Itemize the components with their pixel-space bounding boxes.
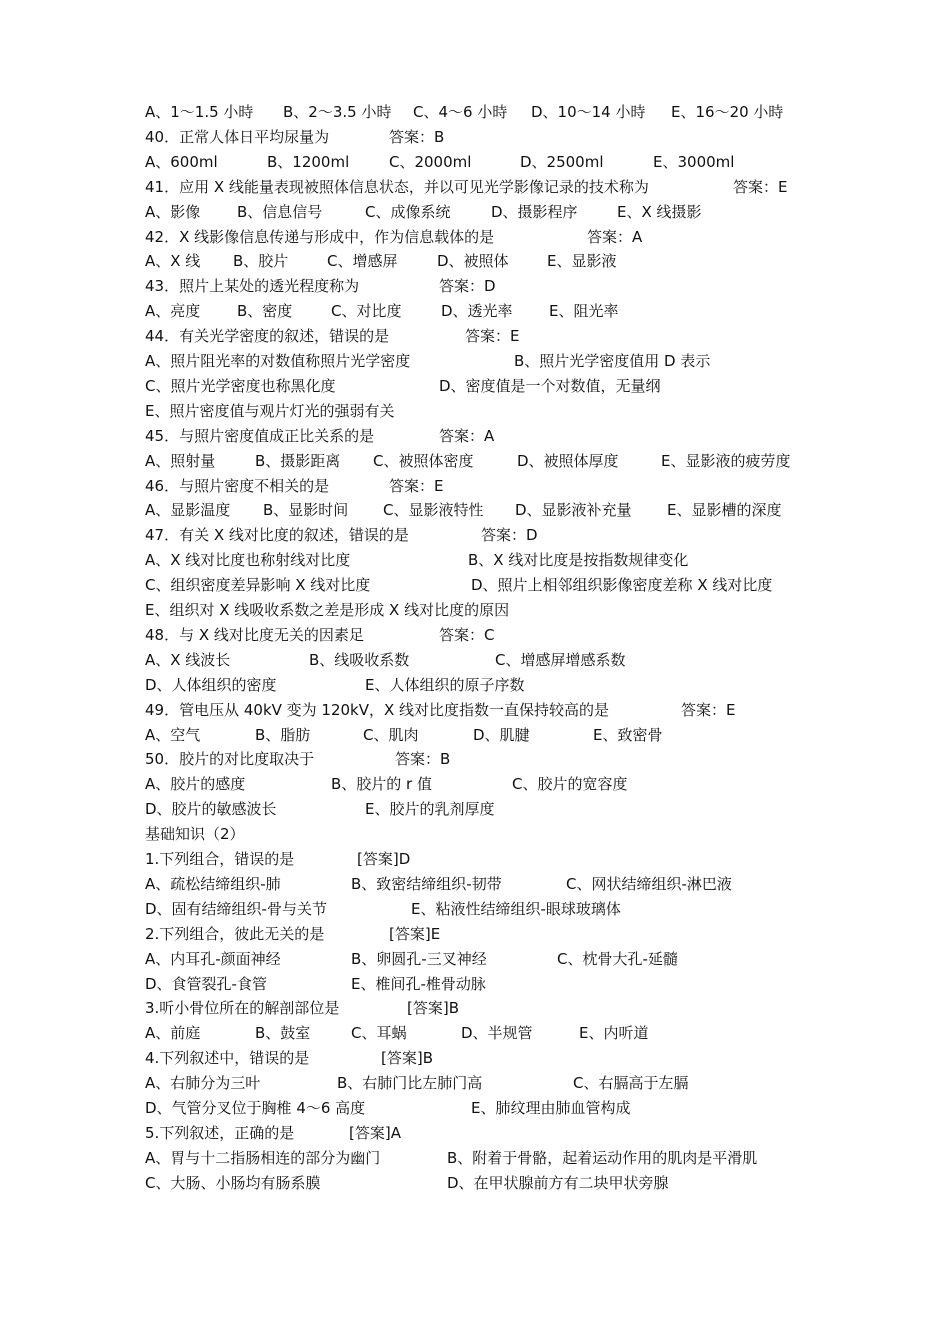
text-line xyxy=(145,1096,935,1121)
text-line xyxy=(145,1071,935,1096)
question-or-option-text: A、前庭 xyxy=(145,1024,201,1043)
question-or-option-text: 45．与照片密度值成正比关系的是 xyxy=(145,426,375,445)
option-text: D、照片上相邻组织影像密度差称 X 线对比度 xyxy=(471,576,773,595)
text-line xyxy=(145,797,935,822)
question-or-option-text: A、疏松结缔组织-肺 xyxy=(145,874,281,893)
text-line xyxy=(145,299,935,324)
text-line xyxy=(145,374,935,399)
text-line xyxy=(145,996,935,1021)
question-or-option-text: 43．照片上某处的透光程度称为 xyxy=(145,277,360,296)
question-or-option-text: A、亮度 xyxy=(145,302,201,321)
text-line xyxy=(145,972,935,997)
question-or-option-text: C、大肠、小肠均有肠系膜 xyxy=(145,1173,321,1192)
option-text: C、2000ml xyxy=(389,152,472,171)
option-text: C、枕骨大孔-延髓 xyxy=(557,949,678,968)
question-or-option-text: D、食管裂孔-食管 xyxy=(145,974,267,993)
option-text: C、耳蜗 xyxy=(351,1024,407,1043)
question-or-option-text: A、X 线波长 xyxy=(145,650,231,669)
option-text: E、显影槽的深度 xyxy=(667,501,782,520)
option-text: E、粘液性结缔组织-眼球玻璃体 xyxy=(411,899,621,918)
text-line xyxy=(145,623,935,648)
option-text: D、显影液补充量 xyxy=(515,501,632,520)
text-line xyxy=(145,225,935,250)
text-line xyxy=(145,947,935,972)
option-text: B、致密结缔组织-韧带 xyxy=(351,874,502,893)
text-line xyxy=(145,573,935,598)
question-or-option-text: 48．与 X 线对比度无关的因素足 xyxy=(145,625,364,644)
text-line xyxy=(145,747,935,772)
option-text: B、2～3.5 小時 xyxy=(283,103,392,121)
question-or-option-text: A、1～1.5 小時 xyxy=(145,103,254,121)
option-text: B、显影时间 xyxy=(263,501,349,520)
answer-text: [答案]E xyxy=(389,924,441,943)
option-text: C、显影液特性 xyxy=(383,501,484,520)
text-line xyxy=(145,922,935,947)
answer-text: 答案：E xyxy=(465,327,520,346)
text-line xyxy=(145,100,935,125)
question-or-option-text: A、显影温度 xyxy=(145,501,231,520)
option-text: D、密度值是一个对数值，无量纲 xyxy=(439,376,661,395)
question-or-option-text: 3.听小骨位所在的解剖部位是 xyxy=(145,999,340,1018)
option-text: C、网状结缔组织-淋巴液 xyxy=(566,874,732,893)
option-text: B、脂肪 xyxy=(255,725,311,744)
option-text: B、摄影距离 xyxy=(255,451,341,470)
question-or-option-text: D、胶片的敏感波长 xyxy=(145,800,277,819)
option-text: B、卵圆孔-三叉神经 xyxy=(351,949,487,968)
text-line xyxy=(145,1021,935,1046)
answer-text: 答案：E xyxy=(389,476,444,495)
question-or-option-text: 49．管电压从 40kV 变为 120kV，X 线对比度指数一直保持较高的是 xyxy=(145,700,610,719)
text-line xyxy=(145,274,935,299)
question-or-option-text: E、组织对 X 线吸收系数之差是形成 X 线对比度的原因 xyxy=(145,601,510,619)
answer-text: 答案：A xyxy=(439,426,495,445)
option-text: D、透光率 xyxy=(441,302,513,321)
option-text: E、内听道 xyxy=(579,1024,649,1043)
answer-text: 答案：B xyxy=(395,750,451,769)
text-line xyxy=(145,648,935,673)
option-text: D、在甲状腺前方有二块甲状旁腺 xyxy=(447,1173,669,1192)
question-or-option-text: D、气管分叉位于胸椎 4～6 高度 xyxy=(145,1099,366,1117)
option-text: C、增感屏增感系数 xyxy=(495,650,626,669)
text-line xyxy=(145,424,935,449)
question-or-option-text: A、胃与十二指肠相连的部分为幽门 xyxy=(145,1148,381,1167)
text-line xyxy=(145,772,935,797)
answer-text: 答案：E xyxy=(733,177,788,196)
question-or-option-text: A、胶片的感度 xyxy=(145,775,246,794)
option-text: B、X 线对比度是按指数规律变化 xyxy=(468,551,689,570)
answer-text: [答案]A xyxy=(349,1123,401,1142)
question-or-option-text: 5.下列叙述，正确的是 xyxy=(145,1123,295,1142)
option-text: B、信息信号 xyxy=(237,202,323,221)
text-line xyxy=(145,349,935,374)
text-line xyxy=(145,847,935,872)
option-text: D、摄影程序 xyxy=(491,202,578,221)
question-or-option-text: A、X 线 xyxy=(145,252,201,271)
answer-text: 答案：D xyxy=(439,277,496,296)
question-or-option-text: 1.下列组合，错误的是 xyxy=(145,850,295,868)
text-line xyxy=(145,498,935,523)
option-text: E、肺纹理由肺血管构成 xyxy=(471,1099,631,1117)
text-line xyxy=(145,1046,935,1071)
question-or-option-text: A、内耳孔-颜面神经 xyxy=(145,949,281,968)
option-text: C、胶片的宽容度 xyxy=(512,775,628,794)
text-line xyxy=(145,125,935,150)
text-line xyxy=(145,249,935,274)
answer-text: 答案：D xyxy=(481,526,538,545)
text-line xyxy=(145,673,935,698)
question-or-option-text: 46．与照片密度不相关的是 xyxy=(145,476,330,495)
option-text: B、附着于骨骼，起着运动作用的肌肉是平滑肌 xyxy=(447,1148,758,1167)
option-text: E、人体组织的原子序数 xyxy=(365,675,525,694)
option-text: E、椎间孔-椎骨动脉 xyxy=(351,974,486,993)
text-line xyxy=(145,822,935,847)
option-text: D、被照体 xyxy=(437,252,509,271)
question-or-option-text: 47．有关 X 线对比度的叙述，错误的是 xyxy=(145,526,409,545)
option-text: B、照片光学密度值用 D 表示 xyxy=(514,352,711,370)
text-line xyxy=(145,150,935,175)
answer-text: 答案：E xyxy=(681,700,736,719)
text-line xyxy=(145,598,935,623)
option-text: E、显影液 xyxy=(547,252,617,271)
answer-text: [答案]D xyxy=(357,850,411,868)
question-or-option-text: A、空气 xyxy=(145,725,201,744)
question-or-option-text: 44．有关光学密度的叙述，错误的是 xyxy=(145,327,390,346)
question-or-option-text: A、600ml xyxy=(145,152,218,171)
question-or-option-text: 41．应用 X 线能量表现被照体信息状态，并以可见光学影像记录的技术称为 xyxy=(145,177,649,196)
option-text: C、成像系统 xyxy=(365,202,451,221)
option-text: D、2500ml xyxy=(520,152,604,171)
option-text: D、半规管 xyxy=(461,1024,533,1043)
option-text: B、胶片 xyxy=(233,252,289,271)
question-or-option-text: 4.下列叙述中，错误的是 xyxy=(145,1049,310,1068)
option-text: E、16～20 小時 xyxy=(671,103,784,121)
answer-text: [答案]B xyxy=(407,999,459,1018)
text-line xyxy=(145,723,935,748)
text-line xyxy=(145,1171,935,1196)
question-or-option-text: C、照片光学密度也称黑化度 xyxy=(145,376,336,395)
text-line xyxy=(145,449,935,474)
question-or-option-text: D、固有结缔组织-骨与关节 xyxy=(145,899,327,918)
option-text: B、线吸收系数 xyxy=(309,650,410,669)
question-or-option-text: 42．X 线影像信息传递与形成中，作为信息载体的是 xyxy=(145,227,495,246)
text-line xyxy=(145,872,935,897)
question-or-option-text: E、照片密度值与观片灯光的强弱有关 xyxy=(145,401,395,420)
text-line xyxy=(145,474,935,499)
question-or-option-text: A、照射量 xyxy=(145,451,216,470)
answer-text: 答案：B xyxy=(389,127,445,146)
option-text: C、对比度 xyxy=(331,302,402,321)
question-or-option-text: A、影像 xyxy=(145,202,201,221)
text-line xyxy=(145,399,935,424)
option-text: E、3000ml xyxy=(653,152,735,171)
question-or-option-text: 40．正常人体日平均尿量为 xyxy=(145,127,330,146)
option-text: B、鼓室 xyxy=(255,1024,311,1043)
question-or-option-text: C、组织密度差异影响 X 线对比度 xyxy=(145,576,371,595)
option-text: E、致密骨 xyxy=(593,725,663,744)
option-text: C、4～6 小時 xyxy=(413,103,508,121)
text-line xyxy=(145,175,935,200)
option-text: E、阻光率 xyxy=(549,302,619,321)
text-line xyxy=(145,324,935,349)
answer-text: 答案：A xyxy=(587,227,643,246)
option-text: E、X 线摄影 xyxy=(617,202,702,221)
question-or-option-text: 2.下列组合，彼此无关的是 xyxy=(145,924,325,943)
option-text: D、被照体厚度 xyxy=(517,451,619,470)
text-line xyxy=(145,897,935,922)
text-line xyxy=(145,200,935,225)
question-or-option-text: A、照片阻光率的对数值称照片光学密度 xyxy=(145,352,411,370)
text-line xyxy=(145,548,935,573)
question-or-option-text: 50．胶片的对比度取决于 xyxy=(145,750,315,769)
option-text: C、被照体密度 xyxy=(373,451,474,470)
answer-text: 答案：C xyxy=(439,625,495,644)
text-line xyxy=(145,523,935,548)
option-text: B、胶片的 r 值 xyxy=(331,775,432,794)
option-text: B、密度 xyxy=(237,302,293,321)
question-or-option-text: D、人体组织的密度 xyxy=(145,675,277,694)
option-text: B、右肺门比左肺门高 xyxy=(337,1074,483,1093)
question-or-option-text: 基础知识（2） xyxy=(145,825,245,844)
answer-text: [答案]B xyxy=(381,1049,433,1068)
option-text: D、10～14 小時 xyxy=(531,103,646,121)
option-text: C、右膈高于左膈 xyxy=(573,1074,689,1093)
option-text: C、肌肉 xyxy=(363,725,419,744)
text-line xyxy=(145,698,935,723)
text-line xyxy=(145,1121,935,1146)
option-text: B、1200ml xyxy=(267,152,350,171)
option-text: E、胶片的乳剂厚度 xyxy=(365,800,495,819)
text-line xyxy=(145,1146,935,1171)
option-text: C、增感屏 xyxy=(327,252,398,271)
question-or-option-text: A、X 线对比度也称射线对比度 xyxy=(145,551,351,570)
option-text: D、肌腱 xyxy=(473,725,530,744)
question-or-option-text: A、右肺分为三叶 xyxy=(145,1074,261,1093)
option-text: E、显影液的疲劳度 xyxy=(661,451,791,470)
